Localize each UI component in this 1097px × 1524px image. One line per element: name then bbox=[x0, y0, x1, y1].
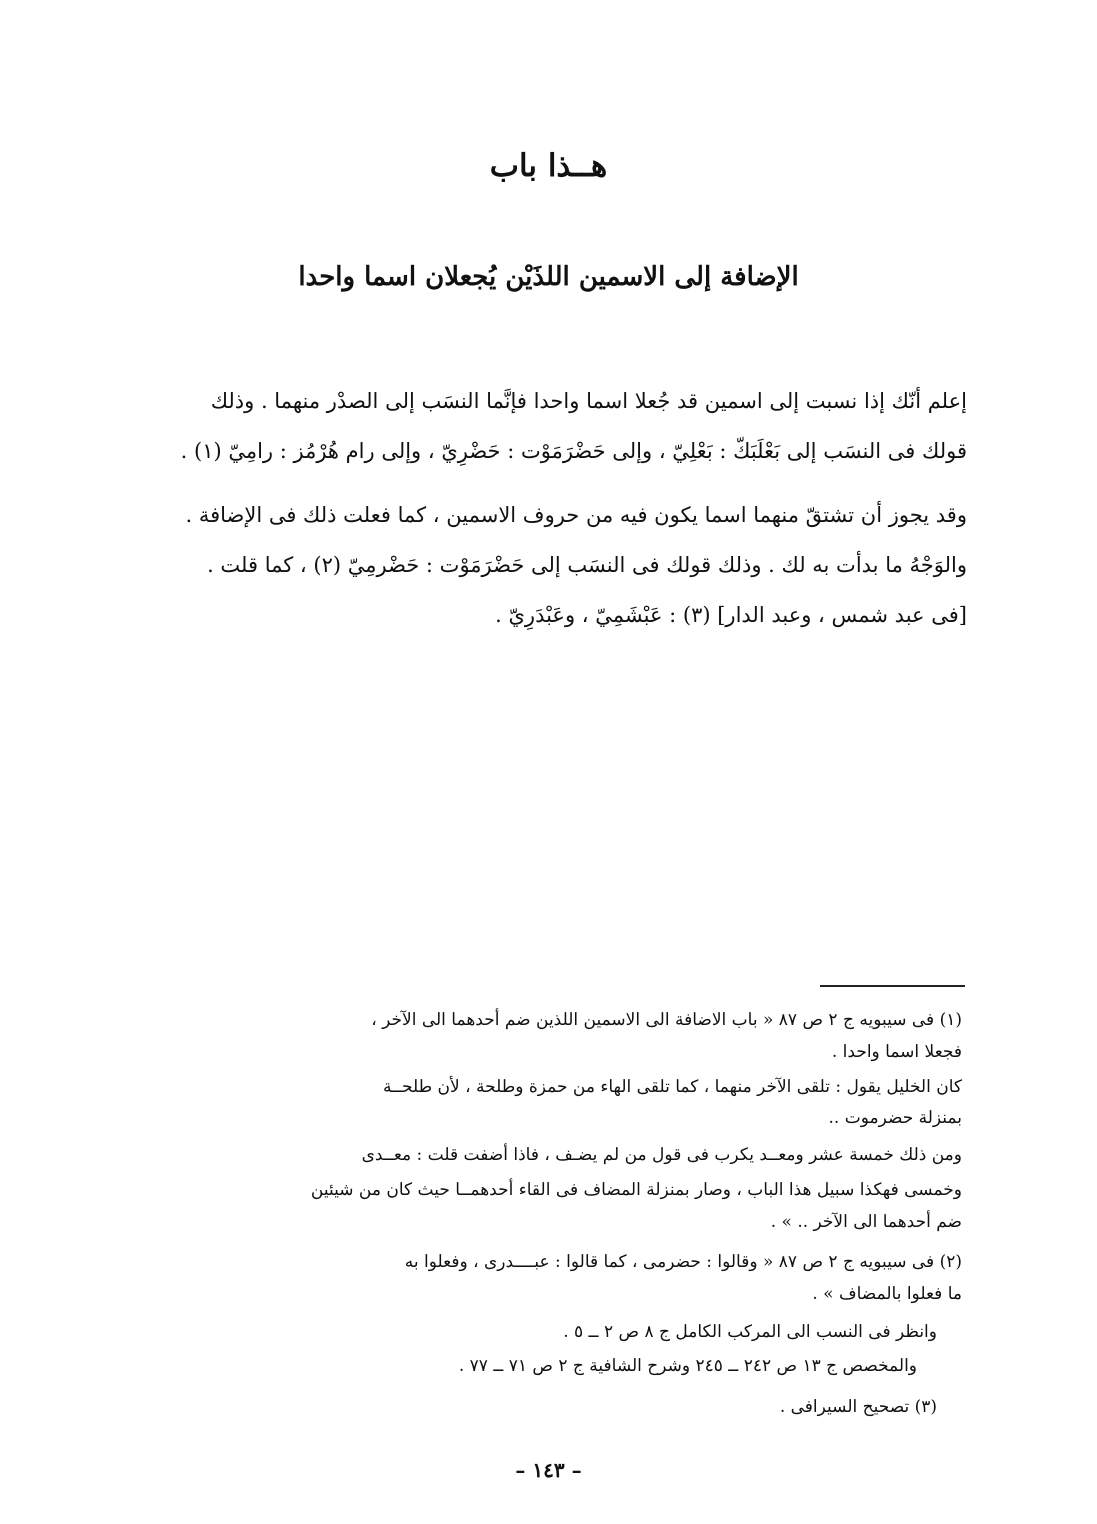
chapter-heading: هــذا باب bbox=[489, 148, 608, 184]
footnote-line: (٣) تصحيح السيرافى . bbox=[779, 1397, 937, 1417]
body-line: [فى عبد شمس ، وعبد الدار] (٣) : عَبْشَمِيّ ، وعَبْدَرِيّ . bbox=[495, 603, 967, 627]
footnote-line: ما فعلوا بالمضاف » . bbox=[812, 1284, 962, 1304]
body-line: إعلم أنّك إذا نسبت إلى اسمين قد جُعلا اسما واحدا فإنَّما النسَب إلى الصدْر منهما . وذلك bbox=[210, 389, 967, 413]
footnote-line: والمخصص ج ١٣ ص ٢٤٢ ــ ٢٤٥ وشرح الشافية ج ٢ ص ٧١ ــ ٧٧ . bbox=[458, 1356, 917, 1376]
footnote-line: (١) فى سيبويه ج ٢ ص ٨٧ « باب الاضافة الى الاسمين اللذين ضم أحدهما الى الآخر ، bbox=[371, 1010, 962, 1030]
chapter-subheading: الإضافة إلى الاسمين اللذَيْن يُجعلان اسما واحدا bbox=[298, 262, 799, 292]
footnote-line: وانظر فى النسب الى المركب الكامل ج ٨ ص ٢ ــ ٥ . bbox=[563, 1322, 937, 1342]
footnote-line: ضم أحدهما الى الآخر .. » . bbox=[770, 1212, 962, 1232]
footnote-line: ومن ذلك خمسة عشر ومعــد يكرب فى قول من لم يضـف ، فاذا أضفت قلت : معــدى bbox=[361, 1145, 962, 1165]
body-line: قولك فى النسَب إلى بَعْلَبَكّ : بَعْلِيّ ، وإلى حَضْرَمَوْت : حَضْرِيّ ، وإلى رام هُرْمُز : رامِيّ (١) . bbox=[180, 439, 967, 463]
footnote-divider bbox=[820, 985, 965, 987]
footnote-line: فجعلا اسما واحدا . bbox=[831, 1042, 962, 1062]
body-line: وقد يجوز أن تشتقّ منهما اسما يكون فيه من حروف الاسمين ، كما فعلت ذلك فى الإضافة . bbox=[185, 503, 967, 527]
page-number: – ١٤٣ – bbox=[515, 1458, 582, 1482]
footnote-line: وخمسى فهكذا سبيل هذا الباب ، وصار بمنزلة المضاف فى القاء أحدهمــا حيث كان من شيئين bbox=[310, 1180, 962, 1200]
body-line: والوَجْهُ ما بدأت به لك . وذلك قولك فى النسَب إلى حَضْرَمَوْت : حَضْرمِيّ (٢) ، كما قلت . bbox=[207, 553, 967, 577]
footnote-line: (٢) فى سيبويه ج ٢ ص ٨٧ « وقالوا : حضرمى ، كما قالوا : عبــــدرى ، وفعلوا به bbox=[404, 1252, 962, 1272]
footnote-line: كان الخليل يقول : تلقى الآخر منهما ، كما تلقى الهاء من حمزة وطلحة ، لأن طلحــة bbox=[382, 1077, 962, 1097]
footnote-line: بمنزلة حضرموت .. bbox=[828, 1108, 962, 1128]
